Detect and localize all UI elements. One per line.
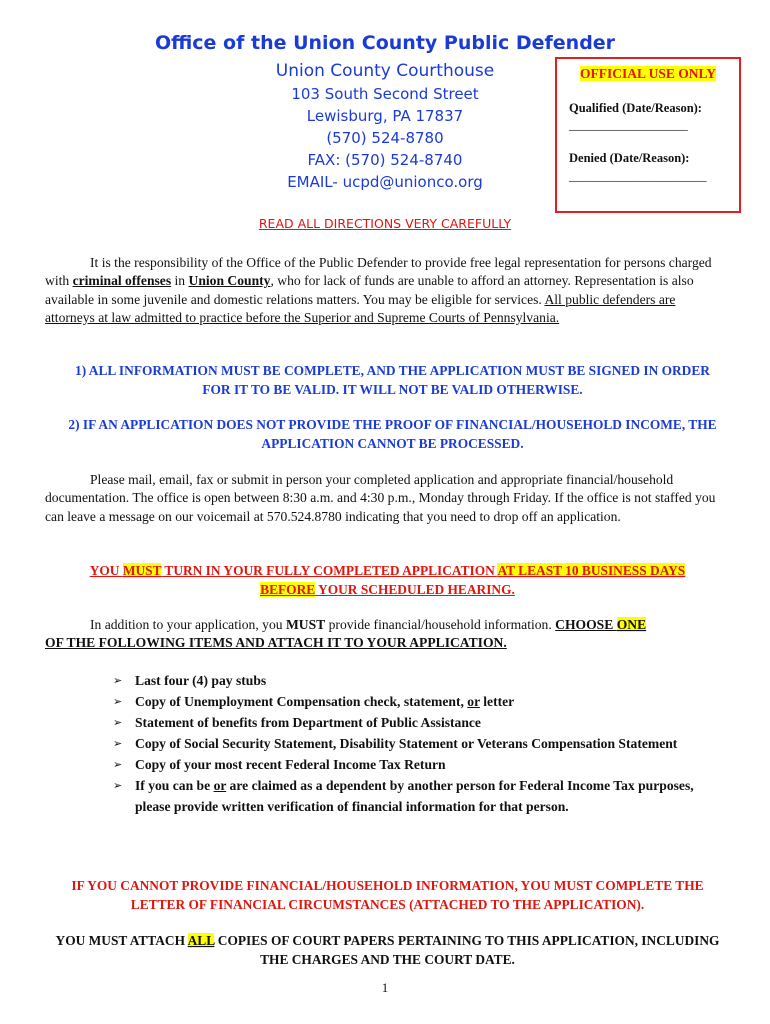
- attorneys-statement: All public defenders are attorneys at law admitted to practice before the Superior and Supreme Courts of Pennsylvania.: [45, 291, 676, 325]
- arrow-bullet-icon: ➢: [113, 674, 123, 687]
- financial-info-paragraph: In addition to your application, you MUST provide financial/household information. CHOOSE ONE OF THE FOLLOWING ITEMS AND ATTACH IT TO YOUR APPLICATION.: [45, 617, 647, 651]
- list-item: ➢ Last four (4) pay stubs: [113, 670, 713, 691]
- arrow-bullet-icon: ➢: [113, 737, 123, 750]
- city-state-zip: Lewisburg, PA 17837: [306, 107, 464, 125]
- criminal-offenses-text: criminal offenses: [72, 273, 172, 289]
- denied-label: Denied (Date/Reason):: [569, 151, 690, 165]
- qualified-label: Qualified (Date/Reason):: [569, 101, 702, 115]
- official-use-box: [555, 57, 741, 213]
- official-use-title: OFFICIAL USE ONLY: [579, 66, 717, 81]
- qualified-line[interactable]: ___________________: [569, 118, 688, 132]
- list-item: ➢ Copy of Social Security Statement, Disability Statement or Veterans Compensation Statement: [113, 733, 713, 754]
- cannot-provide-warning: IF YOU CANNOT PROVIDE FINANCIAL/HOUSEHOLD INFORMATION, YOU MUST COMPLETE THE LETTER OF FINANCIAL CIRCUMSTANCES (ATTACHED TO THE APPLICATION).: [71, 878, 704, 912]
- list-item: ➢ Copy of Unemployment Compensation check, statement, or letter: [113, 691, 713, 712]
- list-item: ➢ If you can be or are claimed as a dependent by another person for Federal Income Tax purposes, please provide written verification of financial information for that person.: [113, 775, 713, 817]
- fax-number: FAX: (570) 524-8740: [307, 151, 463, 169]
- read-directions-notice: READ ALL DIRECTIONS VERY CAREFULLY: [258, 216, 512, 231]
- rule-complete-signed: 1) ALL INFORMATION MUST BE COMPLETE, AND THE APPLICATION MUST BE SIGNED IN ORDER FOR IT TO BE VALID. IT WILL NOT BE VALID OTHERWISE.: [75, 363, 710, 397]
- denied-line[interactable]: ______________________: [569, 169, 707, 183]
- list-item: ➢ Statement of benefits from Department of Public Assistance: [113, 712, 713, 733]
- page-number: 1: [381, 980, 389, 995]
- submit-paragraph: Please mail, email, fax or submit in person your completed application and appropriate financial/household documentation. The office is open between 8:30 a.m. and 4:30 p.m., Monday through Friday. If the office is not staffed you can leave a message on our voicemail at 570.524.8780 indicating that you need to drop off an application.: [45, 472, 716, 524]
- page-title: Office of the Union County Public Defender: [154, 32, 616, 54]
- rule-proof-of-income: 2) IF AN APPLICATION DOES NOT PROVIDE THE PROOF OF FINANCIAL/HOUSEHOLD INCOME, THE APPLICATION CANNOT BE PROCESSED.: [68, 417, 717, 451]
- required-documents-list: [113, 670, 713, 817]
- arrow-bullet-icon: ➢: [113, 758, 123, 771]
- street-address: 103 South Second Street: [291, 85, 479, 103]
- email-address: EMAIL- ucpd@unionco.org: [287, 173, 483, 191]
- arrow-bullet-icon: ➢: [113, 716, 123, 729]
- phone-number: (570) 524-8780: [326, 129, 444, 147]
- intro-paragraph: It is the responsibility of the Office of the Public Defender to provide free legal representation for persons charged with criminal offenses in Union County, who for lack of funds are unable to afford an attorney. Representation is also available in some juvenile and domestic relations matters. You may be eligible for services. All public defenders are attorneys at law admitted to practice before the Superior and Supreme Courts of Pennsylvania.: [45, 255, 712, 325]
- union-county-text: Union County: [188, 273, 271, 289]
- deadline-warning: YOU MUST TURN IN YOUR FULLY COMPLETED APPLICATION AT LEAST 10 BUSINESS DAYS BEFORE YOUR SCHEDULED HEARING.: [89, 563, 686, 597]
- arrow-bullet-icon: ➢: [113, 779, 123, 792]
- court-papers-notice: YOU MUST ATTACH ALL COPIES OF COURT PAPERS PERTAINING TO THIS APPLICATION, INCLUDING THE CHARGES AND THE COURT DATE.: [55, 933, 720, 967]
- arrow-bullet-icon: ➢: [113, 695, 123, 708]
- courthouse-name: Union County Courthouse: [275, 61, 495, 81]
- list-item: ➢ Copy of your most recent Federal Income Tax Return: [113, 754, 713, 775]
